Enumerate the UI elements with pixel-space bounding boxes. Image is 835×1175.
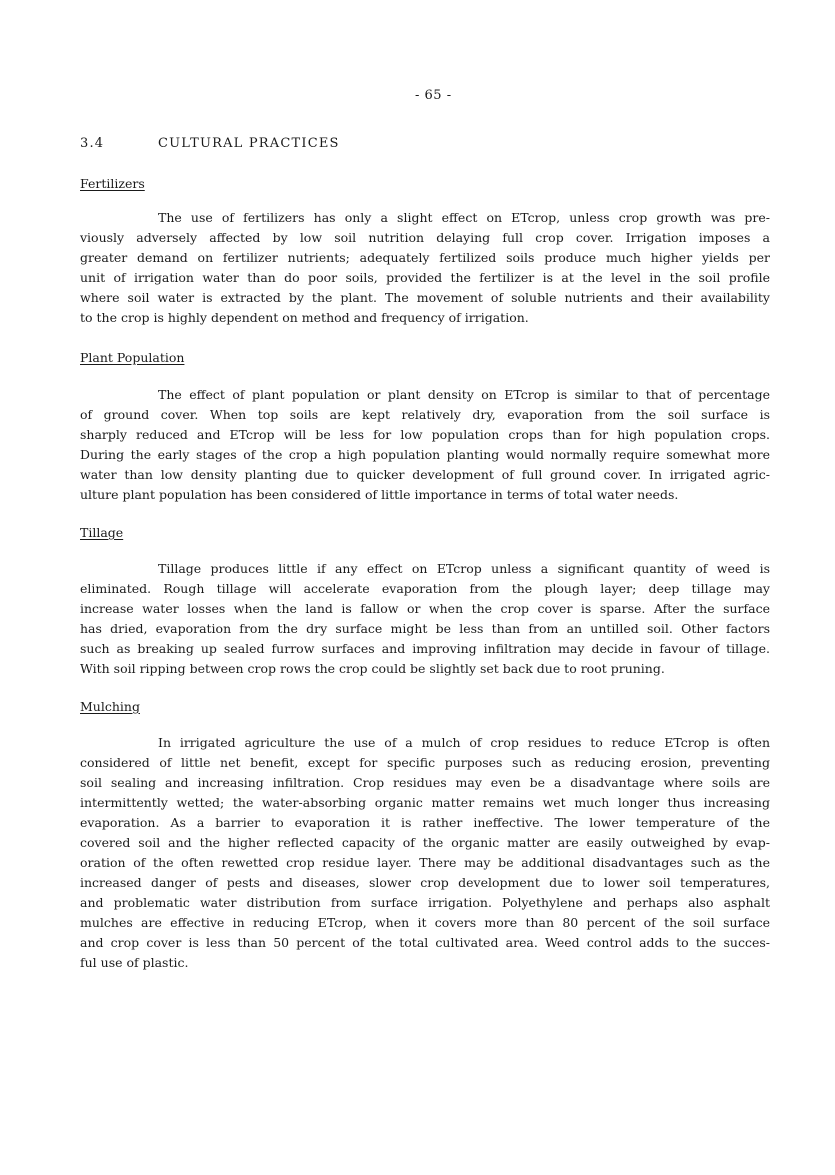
- paragraph-line: sharply reduced and ETcrop will be less for low population crops than for high population crops.: [80, 427, 770, 442]
- paragraph-line: With soil ripping between crop rows the crop could be slightly set back due to root pruning.: [80, 661, 665, 676]
- paragraph-line: Tillage produces little if any effect on ETcrop unless a significant quantity of weed is: [158, 561, 770, 576]
- paragraph-line: to the crop is highly dependent on method and frequency of irrigation.: [80, 310, 529, 325]
- paragraph-line: of ground cover. When top soils are kept relatively dry, evaporation from the soil surface is: [80, 407, 770, 422]
- paragraph-line: The use of fertilizers has only a slight effect on ETcrop, unless crop growth was pre-: [158, 210, 770, 225]
- paragraph-line: mulches are effective in reducing ETcrop, when it covers more than 80 percent of the soil surface: [80, 915, 770, 930]
- fertilizers-heading: Fertilizers: [80, 176, 145, 191]
- tillage-heading: Tillage: [80, 525, 124, 540]
- paragraph-line: has dried, evaporation from the dry surface might be less than from an untilled soil. Other factors: [80, 621, 770, 636]
- paragraph-line: unit of irrigation water than do poor soils, provided the fertilizer is at the level in the soil profile: [80, 270, 770, 285]
- section-heading: [80, 136, 340, 151]
- section-title: CULTURAL PRACTICES: [158, 136, 340, 151]
- paragraph-line: increased danger of pests and diseases, slower crop development due to lower soil temperatures,: [80, 875, 770, 890]
- fertilizers-paragraph: [80, 208, 770, 328]
- paragraph-line: and crop cover is less than 50 percent of the total cultivated area. Weed control adds to the succes-: [80, 935, 770, 950]
- section-number: 3.4: [80, 136, 105, 151]
- paragraph-line: and problematic water distribution from surface irrigation. Polyethylene and perhaps also asphalt: [80, 895, 770, 910]
- mulching-heading: Mulching: [80, 699, 140, 714]
- paragraph-line: eliminated. Rough tillage will accelerate evaporation from the plough layer; deep tillage may: [80, 581, 770, 596]
- plant-population-paragraph: [80, 385, 770, 505]
- page-number: - 65 -: [415, 88, 452, 103]
- paragraph-line: increase water losses when the land is fallow or when the crop cover is sparse. After the surface: [80, 601, 770, 616]
- paragraph-line: such as breaking up sealed furrow surfaces and improving infiltration may decide in favour of tillage.: [80, 641, 770, 656]
- paragraph-line: The effect of plant population or plant density on ETcrop is similar to that of percentage: [158, 387, 770, 402]
- paragraph-line: In irrigated agriculture the use of a mulch of crop residues to reduce ETcrop is often: [158, 735, 770, 750]
- paragraph-line: water than low density planting due to quicker development of full ground cover. In irrigated agric-: [80, 467, 770, 482]
- paragraph-line: viously adversely affected by low soil nutrition delaying full crop cover. Irrigation imposes a: [80, 230, 770, 245]
- paragraph-line: greater demand on fertilizer nutrients; adequately fertilized soils produce much higher yields per: [80, 250, 770, 265]
- paragraph-line: oration of the often rewetted crop residue layer. There may be additional disadvantages such as the: [80, 855, 770, 870]
- mulching-paragraph: [80, 733, 770, 973]
- paragraph-line: soil sealing and increasing infiltration. Crop residues may even be a disadvantage where soils are: [80, 775, 770, 790]
- paragraph-line: During the early stages of the crop a high population planting would normally require somewhat more: [80, 447, 770, 462]
- plant-population-heading: Plant Population: [80, 350, 185, 365]
- paragraph-line: considered of little net benefit, except for specific purposes such as reducing erosion, preventing: [80, 755, 770, 770]
- paragraph-line: covered soil and the higher reflected capacity of the organic matter are easily outweighed by evap-: [80, 835, 770, 850]
- paragraph-line: ulture plant population has been considered of little importance in terms of total water needs.: [80, 487, 679, 502]
- paragraph-line: ful use of plastic.: [80, 955, 189, 970]
- paragraph-line: intermittently wetted; the water-absorbing organic matter remains wet much longer thus increasing: [80, 795, 770, 810]
- paragraph-line: evaporation. As a barrier to evaporation it is rather ineffective. The lower temperature of the: [80, 815, 770, 830]
- tillage-paragraph: [80, 559, 770, 679]
- paragraph-line: where soil water is extracted by the plant. The movement of soluble nutrients and their availability: [80, 290, 770, 305]
